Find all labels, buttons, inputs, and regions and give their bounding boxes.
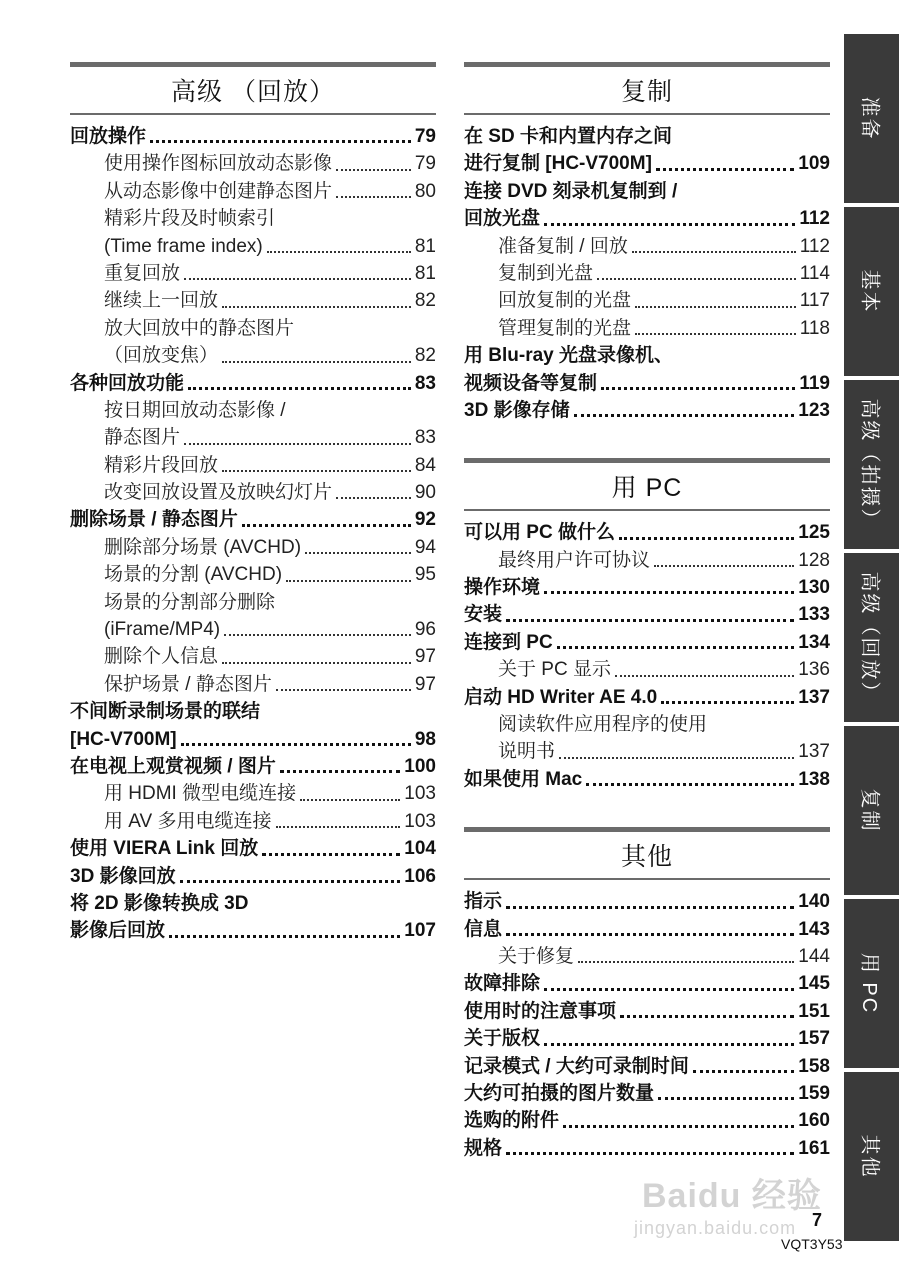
- toc-entry-label: 精彩片段回放: [104, 454, 219, 476]
- toc-entry-label: 选购的附件: [464, 1110, 560, 1132]
- toc-entry-label: 用 AV 多用电缆连接: [104, 810, 272, 832]
- side-tab[interactable]: [844, 1072, 899, 1241]
- right-column: [464, 58, 830, 1162]
- toc-entry[interactable]: [70, 917, 436, 944]
- toc-entry[interactable]: [464, 287, 830, 314]
- toc-entry-label: 阅读软件应用程序的使用: [498, 714, 708, 736]
- side-tab[interactable]: [844, 34, 899, 203]
- toc-entry-page: 151: [798, 1000, 830, 1022]
- toc-entry-label: 信息: [464, 918, 503, 940]
- toc-list: [464, 511, 830, 793]
- toc-entry-page: 83: [414, 427, 436, 449]
- toc-entry-label: 规格: [464, 1137, 503, 1159]
- dot-leader: [506, 933, 794, 936]
- section-spacer: [464, 793, 830, 823]
- toc-entry[interactable]: [70, 342, 436, 369]
- toc-entry-label: 场景的分割 (AVCHD): [104, 564, 283, 586]
- dot-leader: [305, 552, 411, 554]
- dot-leader: [559, 757, 794, 759]
- dot-leader: [574, 414, 795, 417]
- toc-entry[interactable]: [70, 534, 436, 561]
- toc-entry-page: 81: [414, 235, 436, 257]
- side-tab-label: 用 PC: [858, 952, 880, 1015]
- section-title: 复制: [464, 62, 830, 115]
- dot-leader: [222, 361, 411, 363]
- toc-entry[interactable]: [70, 589, 436, 616]
- dot-leader: [336, 196, 411, 198]
- toc-entry[interactable]: [70, 726, 436, 753]
- toc-entry-label: 3D 影像回放: [70, 865, 176, 887]
- section-title: 高级 （回放）: [70, 62, 436, 115]
- toc-entry-label: 关于修复: [498, 945, 575, 967]
- toc-entry-page: 137: [798, 741, 830, 763]
- toc-entry[interactable]: [464, 998, 830, 1025]
- toc-entry-page: 143: [798, 918, 830, 940]
- left-column: [70, 58, 436, 945]
- toc-entry-label: 使用操作图标回放动态影像: [104, 153, 333, 175]
- toc-entry[interactable]: [464, 547, 830, 574]
- toc-entry[interactable]: [464, 943, 830, 970]
- side-tab-label: 基本: [858, 269, 880, 314]
- dot-leader: [619, 537, 794, 540]
- toc-entry-page: 161: [798, 1137, 830, 1159]
- toc-entry-label: 指示: [464, 891, 503, 913]
- dot-leader: [188, 387, 411, 390]
- toc-entry-page: 109: [798, 153, 830, 175]
- dot-leader: [242, 524, 411, 527]
- toc-entry[interactable]: [70, 123, 436, 150]
- toc-entry[interactable]: [70, 780, 436, 807]
- toc-entry[interactable]: [464, 519, 830, 546]
- toc-entry[interactable]: [70, 397, 436, 424]
- side-tab-label: 其他: [858, 1134, 880, 1179]
- toc-entry-page: 118: [799, 317, 830, 339]
- toc-entry[interactable]: [464, 629, 830, 656]
- toc-entry-label: 大约可拍摄的图片数量: [464, 1082, 655, 1104]
- toc-entry-label: 删除部分场景 (AVCHD): [104, 536, 302, 558]
- toc-entry-page: 97: [414, 673, 436, 695]
- toc-entry[interactable]: [464, 574, 830, 601]
- toc-entry-page: 112: [799, 208, 830, 230]
- toc-entry[interactable]: [464, 888, 830, 915]
- toc-entry-page: 82: [414, 345, 436, 367]
- dot-leader: [150, 140, 411, 143]
- toc-entry[interactable]: [464, 397, 830, 424]
- toc-entry-label: 复制到光盘: [498, 262, 594, 284]
- toc-list: [464, 115, 830, 424]
- toc-entry-page: 157: [798, 1028, 830, 1050]
- toc-list: [70, 115, 436, 945]
- toc-entry[interactable]: [464, 205, 830, 232]
- toc-entry-label: 使用 VIERA Link 回放: [70, 838, 259, 860]
- dot-leader: [544, 223, 795, 226]
- toc-entry-page: 123: [798, 399, 830, 421]
- toc-entry-page: 160: [798, 1110, 830, 1132]
- toc-entry[interactable]: [70, 260, 436, 287]
- toc-entry-label: 使用时的注意事项: [464, 1000, 617, 1022]
- toc-entry-page: 79: [414, 125, 436, 147]
- toc-entry-label: 继续上一回放: [104, 290, 219, 312]
- watermark-url: jingyan.baidu.com: [634, 1218, 797, 1238]
- toc-entry-label: 视频设备等复制: [464, 372, 598, 394]
- toc-entry-label: 各种回放功能: [70, 372, 185, 394]
- toc-entry[interactable]: [70, 424, 436, 451]
- toc-entry-page: 94: [414, 536, 436, 558]
- dot-leader: [180, 880, 401, 883]
- toc-entry[interactable]: [464, 916, 830, 943]
- toc-entry-label: 启动 HD Writer AE 4.0: [464, 686, 658, 708]
- model-code: VQT3Y53: [781, 1236, 843, 1252]
- toc-entry[interactable]: [464, 370, 830, 397]
- dot-leader: [620, 1015, 794, 1018]
- toc-entry-label: 场景的分割部分删除: [104, 591, 276, 613]
- toc-entry[interactable]: [464, 178, 830, 205]
- toc-entry[interactable]: [70, 205, 436, 232]
- dot-leader: [632, 251, 796, 253]
- toc-entry-label: 改变回放设置及放映幻灯片: [104, 482, 333, 504]
- toc-entry-page: 103: [404, 810, 436, 832]
- toc-entry-page: 140: [798, 891, 830, 913]
- toc-entry-label: 说明书: [498, 741, 556, 763]
- dot-leader: [615, 675, 794, 677]
- toc-entry[interactable]: [70, 671, 436, 698]
- toc-entry[interactable]: [70, 808, 436, 835]
- toc-entry-page: 133: [798, 604, 830, 626]
- watermark-logo: Baidu 经验: [642, 1177, 822, 1215]
- toc-entry[interactable]: [70, 643, 436, 670]
- toc-entry-label: 静态图片: [104, 427, 181, 449]
- toc-entry-page: 84: [414, 454, 436, 476]
- side-tab[interactable]: [844, 553, 899, 722]
- side-tab[interactable]: [844, 899, 899, 1068]
- toc-entry-label: 回放复制的光盘: [498, 290, 632, 312]
- dot-leader: [276, 689, 411, 691]
- dot-leader: [222, 662, 411, 664]
- toc-entry[interactable]: [464, 233, 830, 260]
- dot-leader: [280, 770, 400, 773]
- toc-entry-label: 重复回放: [104, 262, 181, 284]
- dot-leader: [658, 1097, 794, 1100]
- toc-entry-page: 81: [414, 262, 436, 284]
- section-title: 其他: [464, 827, 830, 880]
- toc-entry-page: 130: [798, 577, 830, 599]
- toc-entry-label: 保护场景 / 静态图片: [104, 673, 272, 695]
- toc-entry-label: 3D 影像存储: [464, 399, 570, 421]
- toc-entry-label: 最终用户许可协议: [498, 549, 651, 571]
- toc-entry-label: 关于版权: [464, 1028, 541, 1050]
- toc-entry-page: 158: [798, 1055, 830, 1077]
- toc-entry-label: 回放光盘: [464, 208, 541, 230]
- toc-entry[interactable]: [70, 863, 436, 890]
- dot-leader: [601, 387, 795, 390]
- toc-entry-page: 100: [404, 755, 436, 777]
- toc-entry-label: 安装: [464, 604, 503, 626]
- dot-leader: [557, 646, 795, 649]
- toc-entry-label: 在 SD 卡和内置内存之间: [464, 125, 672, 147]
- toc-entry-label: 删除场景 / 静态图片: [70, 509, 238, 531]
- toc-entry-page: 97: [414, 646, 436, 668]
- toc-entry-label: (iFrame/MP4): [104, 619, 221, 641]
- toc-entry-page: 125: [798, 522, 830, 544]
- dot-leader: [336, 169, 411, 171]
- toc-entry[interactable]: [464, 1080, 830, 1107]
- toc-entry[interactable]: [70, 890, 436, 917]
- toc-entry-label: 按日期回放动态影像 /: [104, 399, 286, 421]
- toc-entry[interactable]: [70, 178, 436, 205]
- dot-leader: [286, 580, 411, 582]
- toc-entry[interactable]: [464, 970, 830, 997]
- toc-entry-page: 103: [404, 783, 436, 805]
- toc-entry[interactable]: [464, 766, 830, 793]
- section-title: 用 PC: [464, 458, 830, 511]
- side-tab-strip: [844, 34, 899, 1245]
- toc-entry-label: 用 HDMI 微型电缆连接: [104, 783, 297, 805]
- toc-entry-label: 操作环境: [464, 577, 541, 599]
- toc-entry[interactable]: [70, 561, 436, 588]
- dot-leader: [578, 961, 794, 963]
- toc-entry-label: 故障排除: [464, 973, 541, 995]
- side-tab-label: 高级（回放）: [858, 571, 880, 704]
- dot-leader: [635, 333, 796, 335]
- toc-entry-label: [HC-V700M]: [70, 728, 177, 750]
- side-tab-label: 复制: [858, 788, 880, 833]
- watermark: [612, 1150, 842, 1260]
- toc-entry[interactable]: [464, 1107, 830, 1134]
- side-tab[interactable]: [844, 726, 899, 895]
- toc-entry-label: （回放变焦）: [104, 345, 219, 367]
- toc-entry-label: 回放操作: [70, 125, 147, 147]
- toc-entry-label: 在电视上观赏视频 / 图片: [70, 755, 276, 777]
- toc-entry-page: 90: [414, 482, 436, 504]
- toc-entry-label: 用 Blu-ray 光盘录像机、: [464, 345, 674, 367]
- toc-entry-page: 114: [799, 262, 830, 284]
- toc-entry-page: 98: [414, 728, 436, 750]
- toc-entry[interactable]: [464, 711, 830, 738]
- dot-leader: [563, 1125, 794, 1128]
- side-tab[interactable]: [844, 380, 899, 549]
- toc-entry-label: 准备复制 / 回放: [498, 235, 628, 257]
- toc-entry-label: 如果使用 Mac: [464, 768, 583, 790]
- toc-entry-page: 128: [798, 549, 830, 571]
- toc-entry[interactable]: [70, 753, 436, 780]
- toc-entry[interactable]: [464, 1053, 830, 1080]
- dot-leader: [656, 168, 794, 171]
- toc-entry-page: 104: [404, 838, 436, 860]
- toc-entry[interactable]: [464, 738, 830, 765]
- toc-entry[interactable]: [464, 656, 830, 683]
- toc-entry[interactable]: [70, 479, 436, 506]
- toc-entry[interactable]: [464, 601, 830, 628]
- toc-entry-page: 117: [799, 290, 830, 312]
- toc-entry[interactable]: [464, 315, 830, 342]
- dot-leader: [300, 799, 400, 801]
- section-spacer: [464, 424, 830, 454]
- toc-entry-label: 删除个人信息: [104, 646, 219, 668]
- dot-leader: [222, 306, 411, 308]
- toc-entry-page: 95: [414, 564, 436, 586]
- toc-entry-page: 92: [414, 509, 436, 531]
- dot-leader: [184, 443, 411, 445]
- dot-leader: [181, 743, 411, 746]
- dot-leader: [224, 634, 411, 636]
- toc-entry-page: 82: [414, 290, 436, 312]
- toc-entry[interactable]: [464, 123, 830, 150]
- toc-entry[interactable]: [70, 287, 436, 314]
- toc-entry-label: 管理复制的光盘: [498, 317, 632, 339]
- dot-leader: [544, 1043, 794, 1046]
- toc-entry-label: 进行复制 [HC-V700M]: [464, 153, 652, 175]
- toc-entry-label: 从动态影像中创建静态图片: [104, 180, 333, 202]
- dot-leader: [506, 619, 794, 622]
- toc-entry-page: 159: [798, 1082, 830, 1104]
- toc-entry[interactable]: [70, 616, 436, 643]
- dot-leader: [336, 497, 411, 499]
- toc-entry-page: 112: [799, 235, 830, 257]
- toc-entry-page: 119: [799, 372, 830, 394]
- toc-entry[interactable]: [70, 452, 436, 479]
- toc-entry[interactable]: [70, 370, 436, 397]
- dot-leader: [635, 306, 796, 308]
- toc-entry-page: 145: [798, 973, 830, 995]
- side-tab-label: 高级（拍摄）: [858, 398, 880, 531]
- dot-leader: [184, 278, 411, 280]
- toc-entry[interactable]: [70, 835, 436, 862]
- toc-entry-label: 关于 PC 显示: [498, 659, 611, 681]
- dot-leader: [262, 853, 400, 856]
- side-tab[interactable]: [844, 207, 899, 376]
- toc-entry-label: 记录模式 / 大约可录制时间: [464, 1055, 689, 1077]
- toc-entry-page: 79: [414, 153, 436, 175]
- toc-entry-label: 将 2D 影像转换成 3D: [70, 892, 249, 914]
- dot-leader: [506, 906, 794, 909]
- toc-entry[interactable]: [464, 260, 830, 287]
- toc-entry[interactable]: [70, 150, 436, 177]
- dot-leader: [661, 701, 794, 704]
- dot-leader: [276, 826, 401, 828]
- dot-leader: [597, 278, 796, 280]
- dot-leader: [267, 251, 411, 253]
- dot-leader: [693, 1070, 794, 1073]
- dot-leader: [169, 935, 400, 938]
- toc-entry-page: 83: [414, 372, 436, 394]
- toc-entry-page: 137: [798, 686, 830, 708]
- toc-entry[interactable]: [464, 1025, 830, 1052]
- toc-entry-page: 96: [414, 619, 436, 641]
- toc-entry-label: 连接到 PC: [464, 631, 553, 653]
- toc-entry-label: 不间断录制场景的联结: [70, 701, 261, 723]
- toc-entry-label: 精彩片段及时帧索引: [104, 208, 276, 230]
- toc-entry-page: 106: [404, 865, 436, 887]
- toc-entry-page: 144: [798, 945, 830, 967]
- toc-entry-page: 136: [798, 659, 830, 681]
- toc-entry[interactable]: [70, 698, 436, 725]
- toc-entry-page: 138: [798, 768, 830, 790]
- toc-entry-label: 影像后回放: [70, 920, 166, 942]
- dot-leader: [544, 591, 794, 594]
- toc-entry-page: 80: [414, 180, 436, 202]
- toc-entry[interactable]: [70, 506, 436, 533]
- toc-entry[interactable]: [70, 315, 436, 342]
- dot-leader: [222, 470, 411, 472]
- toc-entry[interactable]: [464, 342, 830, 369]
- dot-leader: [654, 565, 794, 567]
- toc-entry-page: 134: [798, 631, 830, 653]
- toc-entry-label: 可以用 PC 做什么: [464, 522, 615, 544]
- dot-leader: [586, 783, 794, 786]
- toc-list: [464, 880, 830, 1162]
- toc-entry[interactable]: [70, 233, 436, 260]
- side-tab-label: 准备: [858, 96, 880, 141]
- toc-entry-label: 放大回放中的静态图片: [104, 317, 295, 339]
- toc-entry-label: 连接 DVD 刻录机复制到 /: [464, 180, 678, 202]
- dot-leader: [544, 988, 794, 991]
- toc-entry[interactable]: [464, 684, 830, 711]
- toc-entry-page: 107: [404, 920, 436, 942]
- toc-entry[interactable]: [464, 150, 830, 177]
- page-number: 7: [812, 1210, 823, 1230]
- toc-entry-label: (Time frame index): [104, 235, 263, 257]
